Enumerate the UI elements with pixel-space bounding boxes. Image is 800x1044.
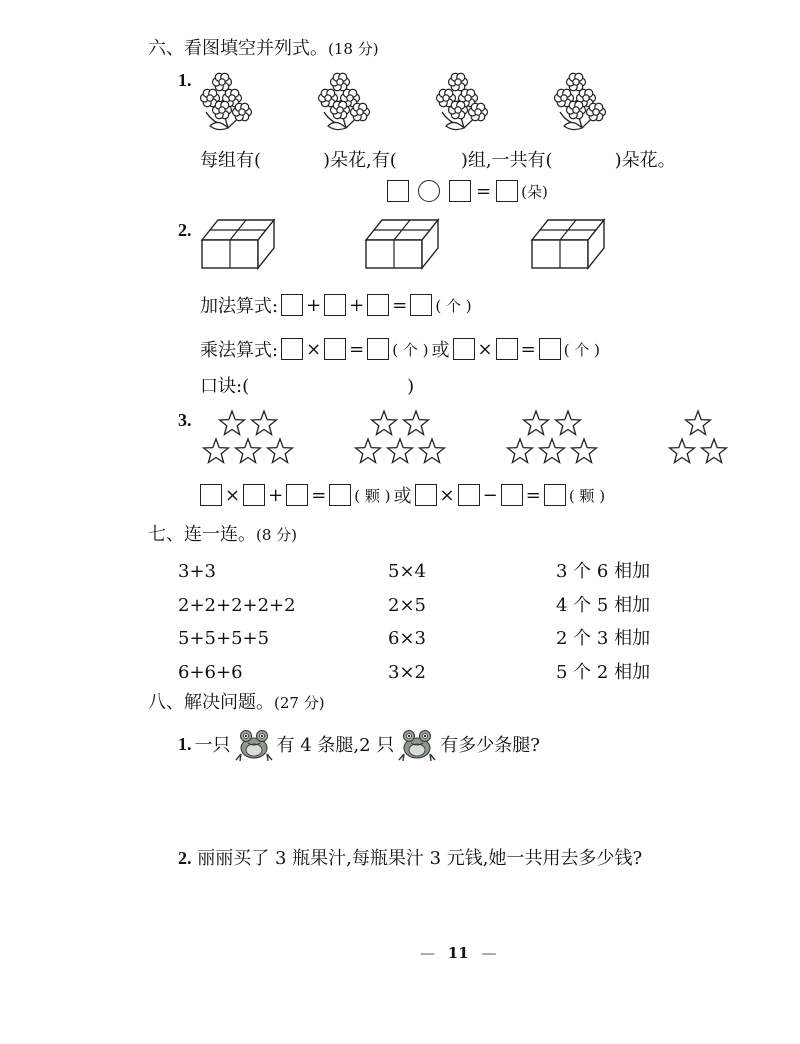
flower-icon [567,101,586,119]
plus-sign: + [268,484,284,506]
section-8-heading [148,688,325,714]
match-column-3 [556,555,650,689]
frog-icon [397,724,437,764]
q8-1-text-a: 一只 [194,735,231,756]
star-outline-icon [572,439,597,463]
star-outline-icon [556,411,581,435]
q6-1-equation [387,180,548,202]
unit-label: ( 个 ) [563,340,600,359]
star-outline-icon [670,439,695,463]
times-sign: × [477,338,493,360]
flower-icon [331,73,350,91]
section-8-score: (27 分) [274,694,325,712]
answer-box[interactable] [449,180,471,202]
multiplication-label: 乘法算式: [200,340,279,361]
answer-box[interactable] [453,338,475,360]
star-group [670,411,727,463]
q6-1-text-d: )朵花。 [614,150,676,171]
section-7-heading [148,520,297,546]
flower-group [437,73,488,129]
unit-label: ( 颗 ) [568,486,606,505]
star-outline-icon [252,411,277,435]
q8-2-text: 丽丽买了 3 瓶果汁,每瓶果汁 3 元钱,她一共用去多少钱? [197,848,643,869]
section-7-score: (8 分) [256,526,298,544]
answer-box[interactable] [200,484,222,506]
match-item[interactable]: 2×5 [388,594,426,616]
flower-icon [449,73,468,91]
star-group [356,411,445,463]
q6-2-rhyme-row [200,372,414,398]
equals-sign: = [392,294,408,316]
operator-circle[interactable] [418,180,440,202]
star-outline-icon [524,411,549,435]
answer-box[interactable] [367,294,389,316]
equals-sign: = [525,484,541,506]
equals-sign: = [349,338,365,360]
match-item[interactable]: 6+6+6 [178,661,243,683]
q6-1-text-b: )朵花,有( [323,150,397,171]
page-footer [420,944,496,962]
flower-icon [331,101,350,119]
page-number: 11 [447,944,469,962]
match-item[interactable]: 3+3 [178,561,216,582]
plus-sign: + [349,294,365,316]
star-outline-icon [508,439,533,463]
section-6-title: 六、看图填空并列式。 [148,38,328,59]
answer-box[interactable] [496,180,518,202]
answer-box[interactable] [324,294,346,316]
star-group [204,411,293,463]
match-item[interactable]: 6×3 [388,628,426,649]
star-group [508,411,597,463]
answer-box[interactable] [243,484,265,506]
or-text: 或 [393,486,412,507]
rhyme-close: ) [407,376,415,397]
answer-box[interactable] [329,484,351,506]
star-outline-icon [236,439,261,463]
flower-icon [213,73,232,91]
q8-1-text-c: 有多少条腿? [440,735,540,756]
answer-box[interactable] [539,338,561,360]
unit-label: ( 个 ) [392,340,429,359]
flower-icon [469,103,488,121]
times-sign: × [225,484,241,506]
cube-block-icon [532,220,604,268]
q6-3-number: 3. [178,410,192,430]
match-column-1 [178,555,296,689]
or-text: 或 [431,340,450,361]
cube-block-icon [366,220,438,268]
flower-group [319,73,370,129]
equals-sign: = [476,180,492,202]
star-outline-icon [204,439,229,463]
match-item[interactable]: 4 个 5 相加 [556,594,651,616]
answer-box[interactable] [415,484,437,506]
star-outline-icon [388,439,413,463]
equals-sign: = [311,484,327,506]
answer-box[interactable] [281,338,303,360]
star-outline-icon [356,439,381,463]
match-item[interactable]: 2+2+2+2+2 [178,594,296,616]
answer-box[interactable] [387,180,409,202]
plus-sign: + [306,294,322,316]
match-item[interactable]: 3×2 [388,661,426,683]
flower-icon [233,103,252,121]
q8-1-row [178,724,540,764]
match-item[interactable]: 3 个 6 相加 [556,561,651,582]
q6-3-equation-row [200,482,605,508]
q8-2-number: 2. [178,848,192,868]
flower-icon [587,103,606,121]
match-item[interactable]: 5 个 2 相加 [556,661,651,683]
minus-sign: − [482,484,498,506]
answer-box[interactable] [458,484,480,506]
flower-groups [0,60,800,200]
equals-sign: = [520,338,536,360]
section-6-score: (18 分) [328,40,379,58]
match-item[interactable]: 5+5+5+5 [178,628,270,649]
q8-1-number: 1. [178,733,192,754]
answer-box[interactable] [367,338,389,360]
unit-label: (朵) [521,182,548,201]
q8-2-row [178,844,642,870]
flower-icon [567,73,586,91]
answer-box[interactable] [544,484,566,506]
answer-box[interactable] [281,294,303,316]
flower-group [555,73,606,129]
match-item[interactable]: 5×4 [388,561,426,582]
section-8-title: 八、解决问题。 [148,692,274,713]
q6-2-multiplication-row [200,336,600,362]
q6-2-addition-row [200,292,472,318]
flower-group [201,73,252,129]
q8-1-text-b: 有 4 条腿,2 只 [276,735,395,756]
addition-label: 加法算式: [200,296,279,317]
q6-1-text-a: 每组有( [200,150,262,171]
cube-block-icon [202,220,274,268]
star-groups [0,402,800,472]
star-outline-icon [372,411,397,435]
frog-icon [234,724,274,764]
unit-label: ( 颗 ) [354,486,391,505]
match-column-2 [388,555,426,689]
answer-box[interactable] [496,338,518,360]
times-sign: × [439,484,455,506]
match-item[interactable]: 2 个 3 相加 [556,628,651,649]
flower-icon [213,101,232,119]
rhyme-label: 口诀:( [200,376,250,397]
star-outline-icon [220,411,245,435]
star-outline-icon [702,439,727,463]
flower-icon [449,101,468,119]
section-6-heading [148,34,379,60]
star-outline-icon [268,439,293,463]
q6-1-fill-sentence [200,146,760,172]
star-outline-icon [540,439,565,463]
footer-dash: — [420,944,435,962]
star-outline-icon [420,439,445,463]
star-outline-icon [404,411,429,435]
unit-label: ( 个 ) [435,296,472,315]
q6-2-number: 2. [178,220,192,240]
answer-box[interactable] [286,484,308,506]
section-7-title: 七、连一连。 [148,524,256,545]
footer-dash: — [481,944,497,962]
flower-icon [351,103,370,121]
answer-box[interactable] [501,484,523,506]
answer-box[interactable] [324,338,346,360]
cube-blocks [0,214,800,284]
star-outline-icon [686,411,711,435]
times-sign: × [306,338,322,360]
q6-1-text-c: )组,一共有( [460,150,553,171]
q6-1-number: 1. [178,70,192,90]
answer-box[interactable] [410,294,432,316]
